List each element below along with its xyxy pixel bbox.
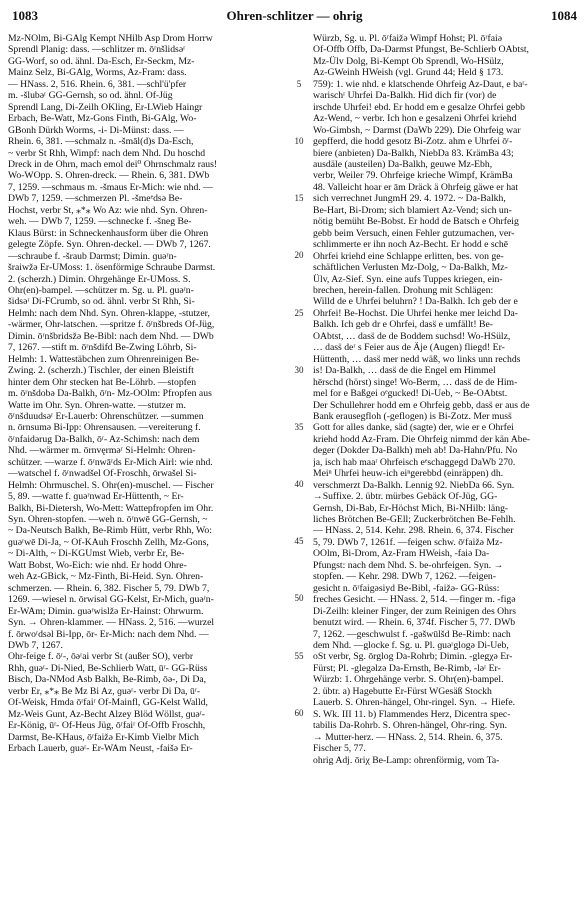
page-number-right: 1084 bbox=[551, 8, 577, 23]
text-line: Hochst, verbr St, ⁎*⁎ Wo Az: wie nhd. Syn. Ohren- bbox=[8, 204, 208, 216]
text-line: Syn. → Ohren-klammer. — HNass. 2, 516. —wurzel bbox=[8, 617, 215, 629]
text-line: Erbach, Be-Watt, Mz-Gons Finth, Bi-GAlg, Wo- bbox=[8, 113, 197, 125]
line-number: 35 bbox=[294, 421, 304, 432]
text-line: Er-WAm; Dimin. ɡuəʳwislžə Er-Hainst: Ohrwurm. bbox=[8, 605, 204, 617]
line-number: 20 bbox=[294, 250, 304, 261]
text-line: Ohrfei! Be-Hochst. Die Uhrfei henke mer leichd Da- bbox=[313, 307, 518, 319]
text-line: Würzb, Sg. u. Pl. ōʳfaižə Wimpf Hohst; Pl. ōʳfaiə bbox=[313, 33, 503, 44]
text-line: liches Brötchen Be-GEll; Zuckerbrötchen Be-Fehlh. bbox=[313, 514, 516, 526]
line-number bbox=[289, 159, 309, 170]
line-number bbox=[289, 67, 309, 78]
line-number: 50 bbox=[294, 593, 304, 604]
text-line: Syn. Ohren-stopfen. —weh n. ōʳnwē GG-Gernsh, ~ bbox=[8, 514, 208, 526]
text-line: Wo-Gimbsh, ~ Darmst (DaWb 229). Die Ohrfeig war bbox=[313, 124, 521, 136]
line-number: 40 bbox=[294, 479, 304, 490]
text-line: Balkh, Bi-Dietersh, Wo-Mett: Wattepfropfen im Ohr. bbox=[8, 502, 214, 514]
text-line: —schraube f. -šraub Darmst; Dimin. ɡuəʳn- bbox=[8, 250, 177, 262]
text-line: 2. übtr. a) Hagebutte Er-Fürst WGesäß Stockh bbox=[313, 685, 492, 697]
text-line: OOlm, Bi-Drom, Az-Fram HWeish, -faiə Da- bbox=[313, 548, 490, 560]
text-line: Ohrfei kriehd eine Schlappe erlitten, bes. von ge- bbox=[313, 250, 504, 262]
right-column bbox=[313, 33, 587, 766]
text-line: schmerzen. — Rhein. 6, 382. Fischer 5, 79. DWb 7, bbox=[8, 582, 210, 594]
line-number bbox=[289, 616, 309, 627]
text-line: Mz-Ülv Dolg, Bi-Kempt Ob Sprendl, Wo-HSülz, bbox=[313, 55, 504, 67]
line-number bbox=[289, 742, 309, 753]
text-line: šidsəʳ Di-FCrumb, so od. ähnl. verbr St Rhh, Si- bbox=[8, 296, 195, 308]
text-line: Fischer 5, 77. bbox=[313, 743, 366, 755]
line-number bbox=[289, 273, 309, 284]
text-line: Fürst; Pl. -glegəlzə Da-Ernsth, Be-Rimb, -ləʳ Er- bbox=[313, 662, 501, 674]
text-line: Mainz Selz, Bi-GAlg, Worms, Az-Fram: dass. bbox=[8, 67, 187, 79]
text-line: m. ōʳnšdobə Da-Balkh, ōʳn- Mz-OOlm: Pfropfen aus bbox=[8, 388, 212, 400]
text-line: → Mutter-herz. — HNass. 2, 514. Rhein. 6, 375. bbox=[313, 731, 503, 743]
line-number: 5 bbox=[296, 78, 302, 89]
text-line: 5, 89. —watte f. ɡuəʳnwad Er-Hüttenth, ~ Er- bbox=[8, 491, 184, 503]
line-number bbox=[289, 559, 309, 570]
text-line: Helmh: nach dem Nhd. Syn. Ohren-klappe, -stutzer, bbox=[8, 307, 210, 319]
text-line: šraiwžə Er-UMoss: 1. ösenförmige Schraube Darmst. bbox=[8, 262, 216, 274]
text-line: verbr Er, ⁎*⁎ Be Mz Bi Az, ɡuəʳ- verbr Di Da, ūʳ- bbox=[8, 685, 201, 697]
text-line: Der Schullehrer hodd em e Ohrfeig gebb, dass̈ er aus de bbox=[313, 399, 530, 411]
line-number bbox=[289, 399, 309, 410]
line-number bbox=[289, 445, 309, 456]
text-line: —watschel f. ōʳnwadšel Of-Froschh, ōrwašel Si- bbox=[8, 468, 197, 480]
text-line: Meiⁿ Uhrfei heuw-ich eiⁿgerebbd (einräppen) dh. bbox=[313, 468, 504, 480]
text-line: Sprendl Planig: dass. —schlitzer m. ōʳnšlidsəʳ bbox=[8, 44, 186, 56]
text-line: Watt Bobst, Wo-Eich: wie nhd. Er hodd Ohre- bbox=[8, 559, 187, 571]
line-number: 15 bbox=[294, 193, 304, 204]
text-line: sich verrechnet JungmH 29. 4. 1972. ~ Da-Balkh, bbox=[313, 193, 506, 205]
text-line: Ohr-feige f. ōʳ-, ōəʳai verbr St (außer SO), verbr bbox=[8, 651, 194, 663]
page-header bbox=[12, 8, 577, 28]
text-line: gepfferd, die hodd gesotz Bi-Zotz. ahm e Uhrfei ōʳ- bbox=[313, 136, 513, 148]
line-number bbox=[289, 216, 309, 227]
text-line: Darmst, Be-KHaus, ōʳfaižə Er-Kimb Vielbr Mich bbox=[8, 731, 199, 743]
text-line: OAbtst, … dass̈ de de Boddem suchsd! Wo-HSülz, bbox=[313, 330, 511, 342]
line-number bbox=[289, 765, 309, 776]
running-title: Ohren-schlitzer — ohrig bbox=[226, 8, 363, 23]
text-line: 1269. —wiesel n. ōrwisəl GG-Kelst, Er-Mich, ɡuəʳn- bbox=[8, 594, 214, 606]
line-number bbox=[289, 296, 309, 307]
line-number bbox=[289, 125, 309, 136]
text-line: 7, 1262. —geschwulst f. -gəšwūlšd Be-Rimb: nach bbox=[313, 628, 511, 640]
text-line: -wärmer, Ohr-latschen. —spritze f. ōʳnšbreds Of-Jüg, bbox=[8, 319, 215, 331]
text-line: Gott for alles danke, säd (sagte) der, wie er e Ohrfei bbox=[313, 422, 514, 434]
text-line: weh. — DWb 7, 1259. —schnecke f. -šneg Be- bbox=[8, 216, 192, 228]
text-line: hinter dem Ohr stecken hat Be-Löhrb. —stopfen bbox=[8, 376, 197, 388]
text-line: deger (Dokder Da-Balkh) meh ab! Da-Hahn/Pfu. No bbox=[313, 445, 518, 457]
text-line: ~ Da-Neutsch Balkh, Be-Rimb Hütt, verbr Rhh, Wo: bbox=[8, 525, 212, 537]
text-line: … dass̈ deʳ s Feier aus de Äje (Augen) fliegd! Er- bbox=[313, 342, 505, 354]
text-line: DWb 7, 1259. —schmerzen Pl. -šmeᵉdsə Be- bbox=[8, 193, 183, 205]
text-line: f. ōrwoʳdsəl Bi-Ipp, ōr- Er-Mich: nach dem Nhd. — bbox=[8, 628, 209, 640]
text-line: Dimin. ōʳnšbridsžə Be-Bibl: nach dem Nhd. — DWb bbox=[8, 330, 214, 342]
text-line: Helmh: 1. Wattestäbchen zum Ohrenreinigen Be- bbox=[8, 353, 200, 365]
text-line: stopfen. — Kehr. 298. DWb 7, 1262. —feigen- bbox=[313, 571, 496, 583]
line-number bbox=[289, 90, 309, 101]
line-number bbox=[289, 696, 309, 707]
line-number: 60 bbox=[294, 707, 304, 718]
text-line: oSt verbr, Sg. ōrglog Da-Rohrb; Dimin. -glegχə Er- bbox=[313, 651, 513, 663]
text-line: Bisch, Da-NMod Asb Balkh, Be-Rimb, ōə-, Di Da, bbox=[8, 674, 207, 686]
line-number bbox=[289, 227, 309, 238]
text-line: ja, isch hab maaʳ Ohrfeisch eᵉschaggegd DaWb 270. bbox=[313, 456, 516, 468]
line-number: 10 bbox=[294, 135, 304, 146]
text-line: Sprendl Lang, Di-Zeilh OKling, Er-LWieb Haingr bbox=[8, 101, 203, 113]
line-number bbox=[289, 262, 309, 273]
text-line: verschmerzt Da-Balkh. Lennig 92. NiebDa 66. Syn. bbox=[313, 479, 515, 491]
text-line: 2. (scherzh.) Dimin. Ohrgehänge Er-UMoss. S. bbox=[8, 273, 191, 285]
text-line: 5, 79. DWb 7, 1261f. —feigen schw. ōʳfaižə Mz- bbox=[313, 536, 503, 548]
line-number bbox=[289, 376, 309, 387]
text-line: ōʳnšduudsəʳ Er-Lauerb: Ohrenschützer. —summen bbox=[8, 410, 204, 422]
text-line: Gernsh, Di-Bab, Er-Höchst Mich, Bi-NHilb: läng- bbox=[313, 502, 509, 514]
text-line: Rhh, ɡuəʳ- Di-Nied, Be-Schlierb Watt, ūʳ- GG-Rüss bbox=[8, 662, 208, 674]
line-number bbox=[289, 239, 309, 250]
text-line: Of-Weisk, Hmda ōʳfaiʳ Of-Mainfl, GG-Kelst Walld, bbox=[8, 697, 208, 709]
text-line: verbr, Weiler 79. Ohrfeige krieche Wimpf, KrämBa bbox=[313, 170, 513, 182]
line-number bbox=[289, 102, 309, 113]
line-number bbox=[289, 319, 309, 330]
line-number bbox=[289, 719, 309, 730]
text-line: biere (anbieten) Da-Balkh, NiebDa 83. KrämBa 43; bbox=[313, 147, 514, 159]
line-number bbox=[289, 502, 309, 513]
text-line: Di-Zeilh: kleiner Finger, der zum Reinigen des Ohrs bbox=[313, 605, 516, 617]
line-number bbox=[289, 113, 309, 124]
text-line: Balkh. Ich geb dr e Ohrfei, dass̈ e umfällt! Be- bbox=[313, 319, 493, 331]
line-number bbox=[289, 468, 309, 479]
line-number bbox=[289, 628, 309, 639]
text-line: warischʳ Uhrfei Da-Balkh. Hid dich fir (vor) de bbox=[313, 90, 497, 102]
text-line: Az-Wend, ~ verbr. Ich hon e gesalzeni Ohrfei kriehd bbox=[313, 113, 517, 125]
text-line: GBonh Dürkh Worms, -i- Di-Münst: dass. — bbox=[8, 124, 184, 136]
text-line: GG-Worf, so od. ähnl. Da-Esch, Er-Seckm, Mz- bbox=[8, 55, 195, 67]
line-number bbox=[289, 33, 309, 44]
text-line: DWb 7, 1267. bbox=[8, 640, 63, 652]
text-line: Ülv, Az-Sief. Syn. eine aufs Tuppes kriegen, ein- bbox=[313, 273, 503, 285]
line-number: 45 bbox=[294, 536, 304, 547]
line-number bbox=[289, 731, 309, 742]
text-line: freches Gesicht. — HNass. 2, 514. —finger m. -figə bbox=[313, 594, 516, 606]
text-line: is! Da-Balkh, … dass̈ de die Engel em Himmel bbox=[313, 365, 496, 377]
text-line: ausdäle (austeilen) Da-Balkh, geuwe Mz-Ebh, bbox=[313, 158, 493, 170]
text-line: irschde Uhrfei! ebd. Er hodd em e gesalze Ohrfei gebb bbox=[313, 101, 525, 113]
text-line: Zwing. 2. (scherzh.) Tischler, der einen Bleistift bbox=[8, 365, 194, 377]
text-line: schlimmerte er ihn noch Az-Becht. Er hodd e schē bbox=[313, 239, 509, 251]
line-number bbox=[289, 674, 309, 685]
text-line: Lauerb. S. Ohren-hängel, Ohr-ringel. Syn. → Hiefe. bbox=[313, 697, 516, 709]
text-line: Helmh: Ohrmuschel. S. Ohr(en)-muschel. — Fischer bbox=[8, 479, 214, 491]
text-line: Pfungst: nach dem Nhd. S. be-ohrfeigen. Syn. → bbox=[313, 559, 504, 571]
line-number bbox=[289, 685, 309, 696]
text-line: Er-König, ūʳ- Of-Heus Jüg, ōʳfaiʳ Of-Offb Froschh, bbox=[8, 720, 206, 732]
line-number bbox=[289, 410, 309, 421]
text-line: nötig bemüht Be-Bobst. Er hodd de Batsch e Ohrfeig bbox=[313, 216, 519, 228]
text-line: Willd de e Uhrfei beluhrn? ! Da-Balkh. Ich geb der e bbox=[313, 296, 518, 308]
line-number bbox=[289, 182, 309, 193]
text-line: m. -šlubəʳ GG-Gernsh, so od. ähnl. Of-Jüg bbox=[8, 90, 173, 102]
line-number: 55 bbox=[294, 650, 304, 661]
page-number-left: 1083 bbox=[12, 8, 38, 23]
line-number bbox=[289, 754, 309, 765]
text-line: Of-Offb Offb, Da-Darmst Pfungst, Be-Schlierb OAbtst, bbox=[313, 44, 529, 56]
text-line: — HNass. 2, 516. Rhein. 6, 381. —schl'ü'pfer bbox=[8, 78, 187, 90]
line-number bbox=[289, 44, 309, 55]
text-line: dem Nhd. —glocke f. Sg. u. Pl. ɡuəʳglogə Di-Ueb, bbox=[313, 640, 509, 652]
line-number bbox=[289, 170, 309, 181]
text-line: gebb beim Versuch, einen Fehler gutzumachen, ver- bbox=[313, 227, 515, 239]
text-line: kriehd hodd Az-Fram. Die Ohrfeig nimmd der kän Abe- bbox=[313, 433, 531, 445]
text-line: Mz-NOlm, Bi-GAlg Kempt NHilb Asp Drom Horrw bbox=[8, 33, 213, 44]
text-line: Hüttenth, … dass̈ mer nedd wäß, wo links unn rechds bbox=[313, 353, 521, 365]
text-line: ōʳnfaidərug Da-Balkh, ōʳ- Az-Schimsh: nach dem bbox=[8, 433, 200, 445]
text-line: — HNass. 2, 514. Kehr. 298. Rhein. 6, 374. Fischer bbox=[313, 525, 514, 537]
line-number bbox=[289, 147, 309, 158]
line-number: 30 bbox=[294, 364, 304, 375]
text-line: 48. Valleicht hoar er ām Dräck ä Ohrfeig gäwe er hat bbox=[313, 181, 519, 193]
text-line: Watte im Ohr. Syn. Ohren-watte. —stutzer m. bbox=[8, 399, 186, 411]
line-number bbox=[289, 285, 309, 296]
line-number-gutter bbox=[289, 33, 309, 776]
text-line: Klaus Bürst: in Schneckenhausform über die Ohren bbox=[8, 227, 209, 239]
text-line: Mz-Weis Gunt, Az-Becht Alzey Blöd Wöllst, ɡuəʳ- bbox=[8, 708, 206, 720]
line-number bbox=[289, 388, 309, 399]
text-line: benutzt wird. — Rhein. 6, 374f. Fischer 5, 77. DWb bbox=[313, 617, 516, 629]
text-line: Ohr(en)-bampel. —schützer m. Sg. u. Pl. ɡuəʳn- bbox=[8, 284, 194, 296]
line-number: 25 bbox=[294, 307, 304, 318]
text-line: gesicht n. ōʳfaigəsiyd Be-Bibl, -faižə- GG-Rüss: bbox=[313, 582, 500, 594]
line-number bbox=[289, 548, 309, 559]
text-line: ohrig Adj. ōriχ Be-Lamp: ohrenförmig, vom Ta- bbox=[313, 754, 500, 766]
text-line: Bank erausegfloh (-geflogen) is Bi-Zotz. Mer muss̈ bbox=[313, 410, 512, 422]
line-number bbox=[289, 205, 309, 216]
line-number bbox=[289, 56, 309, 67]
text-line: 7, 1259. —schmaus m. -šmaus Er-Mich: wie nhd. — bbox=[8, 181, 213, 193]
text-line: Az-GWeinh HWeish (vgl. Grund 44; Held § 173. bbox=[313, 67, 504, 79]
line-number bbox=[289, 605, 309, 616]
text-line: 7, 1267. —stift m. ōʳnšdifd Be-Zwing Löhrb, Si- bbox=[8, 342, 197, 354]
left-column bbox=[8, 33, 282, 755]
text-line: ~ verbr St Rhh, Wimpf: nach dem Nhd. Du hoschd bbox=[8, 147, 206, 159]
text-line: schützer. —warze f. ōʳnwāʳds Er-Mich Airl: wie nhd. bbox=[8, 456, 213, 468]
line-number bbox=[289, 353, 309, 364]
text-line: ɡuəʳwē Di-Ja, ~ Of-KAuh Froschh Zellh, Mz-Gons, bbox=[8, 536, 209, 548]
text-line: S. Wk. III 11. b) Flammendes Herz, Dicentra spec- bbox=[313, 708, 511, 720]
text-line: ~ Di-Alth, ~ Di-KGUmst Wieb, verbr Er, Be- bbox=[8, 548, 185, 560]
text-line: n. ōrnsumə Bi-Ipp: Ohrensausen. —vereiterung f. bbox=[8, 422, 201, 434]
line-number bbox=[289, 639, 309, 650]
text-line: Nhd. —wärmer m. ōrnvęrməʳ Si-Helmh: Ohren- bbox=[8, 445, 196, 457]
text-line: tabilis Da-Rohrb. S. Ohren-hängel, Ohr-ring. Syn. bbox=[313, 720, 508, 732]
text-line: Erbach Lauerb, ɡuəʳ- Er-WAm Neust, -faišə Er- bbox=[8, 743, 193, 755]
text-line: weh Az-GBick, ~ Mz-Finth, Bi-Heid. Syn. Ohren- bbox=[8, 571, 204, 583]
text-line: Wo-WOpp. S. Ohren-dreck. — Rhein. 6, 381. DWb bbox=[8, 170, 210, 182]
line-number bbox=[289, 571, 309, 582]
text-line: schäftlichen Verlusten Mz-Dolg, ~ Da-Balkh, Mz- bbox=[313, 262, 508, 274]
text-line: gelegte Zöpfe. Syn. Ohren-deckel. — DWb 7, 1267. bbox=[8, 239, 211, 251]
text-line: Dreck in de Ohrn, mach emol dei⁰ Ohrnschmalz raus! bbox=[8, 158, 218, 170]
line-number bbox=[289, 433, 309, 444]
line-number bbox=[289, 491, 309, 502]
text-line: 759): 1. wie nhd. e klatschende Ohrfeig Az-Daut, e baʳ- bbox=[313, 78, 528, 90]
line-number bbox=[289, 662, 309, 673]
line-number bbox=[289, 342, 309, 353]
text-line: Rhein. 6, 381. —schmalz n. -šmāl(d)s Da-Esch, bbox=[8, 136, 194, 148]
line-number bbox=[289, 456, 309, 467]
text-line: mel for e Baßgei oᵉgucked! Di-Ueb, ~ Be-OAbtst. bbox=[313, 388, 508, 400]
text-line: →Suffixe. 2. übtr. mürbes Gebäck Of-Jüg, GG- bbox=[313, 491, 498, 503]
text-line: Be-Hart, Bi-Drom; sich blamiert Az-Vend; sich un- bbox=[313, 204, 512, 216]
text-line: hērschd (hörst) singe! Wo-Berm, … dass̈ de de Him- bbox=[313, 376, 518, 388]
text-line: Würzb: 1. Ohrgehänge verbr. S. Ohr(en)-bampel. bbox=[313, 674, 504, 686]
line-number bbox=[289, 330, 309, 341]
line-number bbox=[289, 525, 309, 536]
line-number bbox=[289, 582, 309, 593]
text-line: brechen, herein-fallen. Drohung mit Schlägen: bbox=[313, 284, 494, 296]
line-number bbox=[289, 513, 309, 524]
